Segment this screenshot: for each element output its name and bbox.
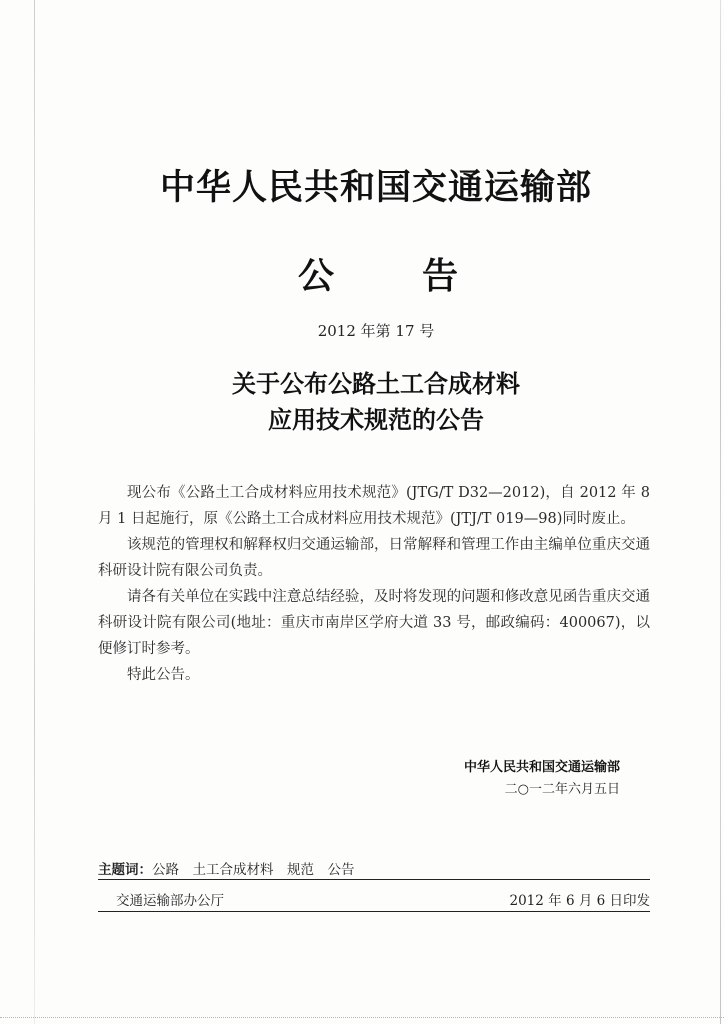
print-date: 2012 年 6 月 6 日印发 <box>509 893 650 909</box>
notice-title-char-1: 公 <box>298 255 335 297</box>
notice-body <box>98 480 650 688</box>
notice-title-char-2: 告 <box>421 255 458 297</box>
body-paragraph: 现公布《公路土工合成材料应用技术规范》(JTG/T D32—2012)，自 2012 年 8 月 1 日起施行，原《公路土工合成材料应用技术规范》(JTJ/T 019—98)同时废止。 <box>98 485 650 527</box>
notice-title <box>298 248 458 299</box>
scan-edge-left <box>34 0 35 1024</box>
keywords-label: 主题词： <box>98 862 152 878</box>
body-paragraph: 该规范的管理权和解释权归交通运输部，日常解释和管理工作由主编单位重庆交通科研设计院有限公司负责。 <box>98 537 650 579</box>
footer-rule-bottom <box>98 911 650 912</box>
keywords-line <box>98 858 650 878</box>
footer-rule-top <box>98 879 650 880</box>
keywords-items: 公路 土工合成材料 规范 公告 <box>152 862 355 878</box>
scan-edge-bottom <box>0 1017 724 1019</box>
body-paragraph: 请各有关单位在实践中注意总结经验，及时将发现的问题和修改意见函告重庆交通科研设计院有限公司(地址：重庆市南岸区学府大道 33 号，邮政编码：400067)，以便修订时参考。 <box>98 589 650 657</box>
signature-org: 中华人民共和国交通运输部 <box>463 760 620 775</box>
body-paragraph: 特此公告。 <box>127 667 200 683</box>
signature-block <box>400 757 620 801</box>
subject-line-2: 应用技术规范的公告 <box>268 405 484 434</box>
issue-number: 2012 年第 17 号 <box>317 322 435 340</box>
ministry-title: 中华人民共和国交通运输部 <box>159 167 592 208</box>
signature-date: 二○一二年六月五日 <box>504 782 620 797</box>
subject-title <box>0 366 724 438</box>
scan-edge-right <box>720 0 721 1024</box>
issuing-office: 交通运输部办公厅 <box>116 893 224 909</box>
subject-line-1: 关于公布公路土工合成材料 <box>232 369 520 398</box>
